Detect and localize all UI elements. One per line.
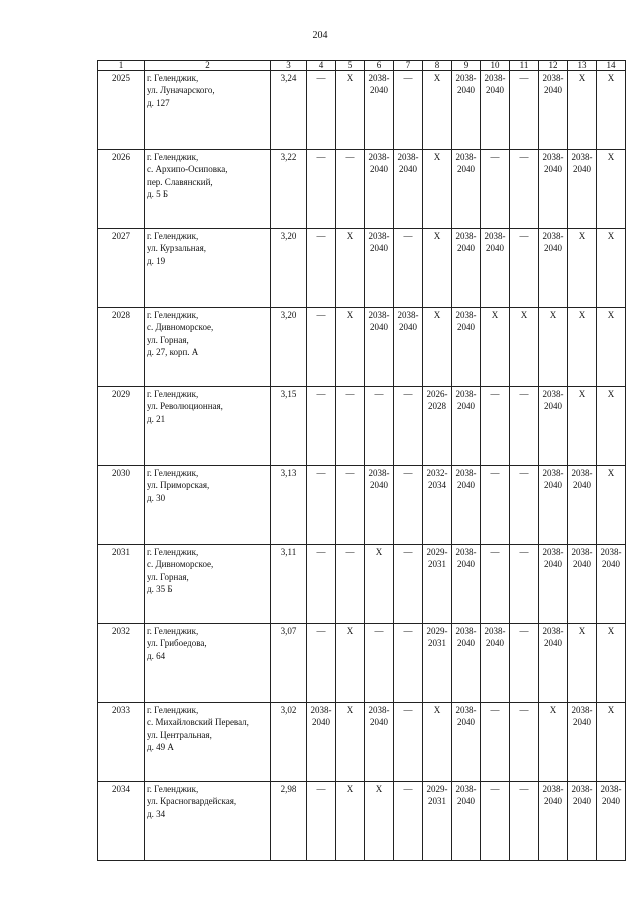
period-cell-col-8: 2029- 2031 — [423, 545, 452, 624]
period-cell-col-4: — — [307, 71, 336, 150]
period-cell-col-4: — — [307, 466, 336, 545]
column-header-4: 4 — [307, 61, 336, 71]
period-cell-col-13: 2038- 2040 — [568, 782, 597, 861]
column-header-1: 1 — [98, 61, 145, 71]
period-cell-col-8: Х — [423, 703, 452, 782]
period-cell-col-10: 2038- 2040 — [481, 71, 510, 150]
period-cell-col-11: Х — [510, 308, 539, 387]
row-number: 2026 — [98, 150, 145, 229]
table-row — [98, 782, 626, 861]
period-cell-col-12: 2038- 2040 — [539, 545, 568, 624]
period-cell-col-7: — — [394, 229, 423, 308]
area-cell: 3,02 — [271, 703, 307, 782]
period-cell-col-9: 2038- 2040 — [452, 229, 481, 308]
area-cell: 2,98 — [271, 782, 307, 861]
column-header-10: 10 — [481, 61, 510, 71]
period-cell-col-12: Х — [539, 308, 568, 387]
header-row — [98, 61, 626, 71]
period-cell-col-4: — — [307, 308, 336, 387]
period-cell-col-8: Х — [423, 229, 452, 308]
period-cell-col-7: — — [394, 466, 423, 545]
period-cell-col-12: 2038- 2040 — [539, 150, 568, 229]
column-header-8: 8 — [423, 61, 452, 71]
period-cell-col-11: — — [510, 229, 539, 308]
period-cell-col-9: 2038- 2040 — [452, 703, 481, 782]
address-cell: г. Геленджик, ул. Приморская, д. 30 — [145, 466, 271, 545]
period-cell-col-5: Х — [336, 624, 365, 703]
table-row — [98, 703, 626, 782]
period-cell-col-7: — — [394, 703, 423, 782]
row-number: 2030 — [98, 466, 145, 545]
column-header-2: 2 — [145, 61, 271, 71]
period-cell-col-13: Х — [568, 71, 597, 150]
period-cell-col-11: — — [510, 703, 539, 782]
period-cell-col-13: 2038- 2040 — [568, 466, 597, 545]
column-header-13: 13 — [568, 61, 597, 71]
period-cell-col-14: 2038- 2040 — [597, 782, 626, 861]
table-row — [98, 624, 626, 703]
address-cell: г. Геленджик, с. Архипо-Осиповка, пер. Славянский, д. 5 Б — [145, 150, 271, 229]
column-header-9: 9 — [452, 61, 481, 71]
period-cell-col-7: — — [394, 624, 423, 703]
period-cell-col-13: 2038- 2040 — [568, 703, 597, 782]
area-cell: 3,20 — [271, 229, 307, 308]
housing-register-table — [97, 60, 626, 861]
period-cell-col-10: — — [481, 387, 510, 466]
row-number: 2034 — [98, 782, 145, 861]
period-cell-col-5: Х — [336, 782, 365, 861]
address-cell: г. Геленджик, с. Дивноморское, ул. Горная, д. 35 Б — [145, 545, 271, 624]
row-number: 2031 — [98, 545, 145, 624]
period-cell-col-9: 2038- 2040 — [452, 545, 481, 624]
period-cell-col-10: — — [481, 545, 510, 624]
column-header-3: 3 — [271, 61, 307, 71]
period-cell-col-14: 2038- 2040 — [597, 545, 626, 624]
period-cell-col-7: 2038- 2040 — [394, 150, 423, 229]
address-cell: г. Геленджик, ул. Грибоедова, д. 64 — [145, 624, 271, 703]
period-cell-col-10: — — [481, 466, 510, 545]
period-cell-col-5: Х — [336, 308, 365, 387]
period-cell-col-11: — — [510, 624, 539, 703]
table-row — [98, 229, 626, 308]
period-cell-col-12: Х — [539, 703, 568, 782]
period-cell-col-11: — — [510, 150, 539, 229]
period-cell-col-5: Х — [336, 703, 365, 782]
area-cell: 3,24 — [271, 71, 307, 150]
period-cell-col-7: — — [394, 782, 423, 861]
period-cell-col-6: 2038- 2040 — [365, 71, 394, 150]
row-number: 2027 — [98, 229, 145, 308]
period-cell-col-5: — — [336, 466, 365, 545]
period-cell-col-10: — — [481, 150, 510, 229]
period-cell-col-11: — — [510, 545, 539, 624]
column-header-5: 5 — [336, 61, 365, 71]
period-cell-col-9: 2038- 2040 — [452, 150, 481, 229]
table-body — [98, 71, 626, 861]
row-number: 2029 — [98, 387, 145, 466]
address-cell: г. Геленджик, ул. Революционная, д. 21 — [145, 387, 271, 466]
period-cell-col-6: — — [365, 624, 394, 703]
period-cell-col-10: — — [481, 703, 510, 782]
area-cell: 3,07 — [271, 624, 307, 703]
period-cell-col-10: — — [481, 782, 510, 861]
period-cell-col-11: — — [510, 466, 539, 545]
address-cell: г. Геленджик, с. Дивноморское, ул. Горная, д. 27, корп. А — [145, 308, 271, 387]
period-cell-col-14: Х — [597, 150, 626, 229]
period-cell-col-10: 2038- 2040 — [481, 229, 510, 308]
period-cell-col-12: 2038- 2040 — [539, 782, 568, 861]
period-cell-col-6: Х — [365, 782, 394, 861]
period-cell-col-4: — — [307, 545, 336, 624]
row-number: 2033 — [98, 703, 145, 782]
period-cell-col-12: 2038- 2040 — [539, 229, 568, 308]
period-cell-col-7: — — [394, 545, 423, 624]
period-cell-col-5: — — [336, 150, 365, 229]
period-cell-col-9: 2038- 2040 — [452, 466, 481, 545]
period-cell-col-5: Х — [336, 71, 365, 150]
period-cell-col-6: Х — [365, 545, 394, 624]
period-cell-col-14: Х — [597, 624, 626, 703]
column-header-6: 6 — [365, 61, 394, 71]
period-cell-col-9: 2038- 2040 — [452, 782, 481, 861]
area-cell: 3,13 — [271, 466, 307, 545]
period-cell-col-9: 2038- 2040 — [452, 387, 481, 466]
address-cell: г. Геленджик, ул. Луначарского, д. 127 — [145, 71, 271, 150]
period-cell-col-13: Х — [568, 387, 597, 466]
period-cell-col-6: 2038- 2040 — [365, 703, 394, 782]
row-number: 2025 — [98, 71, 145, 150]
column-header-14: 14 — [597, 61, 626, 71]
period-cell-col-9: 2038- 2040 — [452, 624, 481, 703]
period-cell-col-4: — — [307, 624, 336, 703]
period-cell-col-9: 2038- 2040 — [452, 71, 481, 150]
period-cell-col-13: 2038- 2040 — [568, 545, 597, 624]
period-cell-col-13: Х — [568, 229, 597, 308]
address-cell: г. Геленджик, ул. Курзальная, д. 19 — [145, 229, 271, 308]
period-cell-col-11: — — [510, 71, 539, 150]
period-cell-col-8: Х — [423, 308, 452, 387]
period-cell-col-14: Х — [597, 387, 626, 466]
area-cell: 3,22 — [271, 150, 307, 229]
period-cell-col-4: — — [307, 229, 336, 308]
period-cell-col-13: Х — [568, 624, 597, 703]
period-cell-col-8: 2032- 2034 — [423, 466, 452, 545]
area-cell: 3,20 — [271, 308, 307, 387]
area-cell: 3,11 — [271, 545, 307, 624]
period-cell-col-6: 2038- 2040 — [365, 308, 394, 387]
area-cell: 3,15 — [271, 387, 307, 466]
table-header — [98, 61, 626, 71]
period-cell-col-8: Х — [423, 150, 452, 229]
period-cell-col-8: Х — [423, 71, 452, 150]
period-cell-col-12: 2038- 2040 — [539, 624, 568, 703]
period-cell-col-10: Х — [481, 308, 510, 387]
period-cell-col-10: 2038- 2040 — [481, 624, 510, 703]
period-cell-col-5: — — [336, 387, 365, 466]
period-cell-col-4: — — [307, 782, 336, 861]
period-cell-col-14: Х — [597, 71, 626, 150]
period-cell-col-12: 2038- 2040 — [539, 71, 568, 150]
period-cell-col-14: Х — [597, 466, 626, 545]
period-cell-col-6: 2038- 2040 — [365, 466, 394, 545]
period-cell-col-13: Х — [568, 308, 597, 387]
period-cell-col-14: Х — [597, 703, 626, 782]
period-cell-col-11: — — [510, 782, 539, 861]
address-cell: г. Геленджик, ул. Красногвардейская, д. 34 — [145, 782, 271, 861]
period-cell-col-6: 2038- 2040 — [365, 150, 394, 229]
period-cell-col-13: 2038- 2040 — [568, 150, 597, 229]
period-cell-col-7: — — [394, 387, 423, 466]
period-cell-col-5: Х — [336, 229, 365, 308]
period-cell-col-12: 2038- 2040 — [539, 387, 568, 466]
period-cell-col-12: 2038- 2040 — [539, 466, 568, 545]
period-cell-col-8: 2026- 2028 — [423, 387, 452, 466]
row-number: 2032 — [98, 624, 145, 703]
period-cell-col-11: — — [510, 387, 539, 466]
page-number: 204 — [312, 30, 328, 41]
period-cell-col-6: 2038- 2040 — [365, 229, 394, 308]
column-header-11: 11 — [510, 61, 539, 71]
period-cell-col-14: Х — [597, 229, 626, 308]
period-cell-col-6: — — [365, 387, 394, 466]
period-cell-col-8: 2029- 2031 — [423, 624, 452, 703]
period-cell-col-4: — — [307, 387, 336, 466]
address-cell: г. Геленджик, с. Михайловский Перевал, ул. Центральная, д. 49 А — [145, 703, 271, 782]
table-row — [98, 545, 626, 624]
table-row — [98, 466, 626, 545]
period-cell-col-5: — — [336, 545, 365, 624]
period-cell-col-7: — — [394, 71, 423, 150]
period-cell-col-4: — — [307, 150, 336, 229]
period-cell-col-7: 2038- 2040 — [394, 308, 423, 387]
period-cell-col-9: 2038- 2040 — [452, 308, 481, 387]
period-cell-col-4: 2038- 2040 — [307, 703, 336, 782]
table-row — [98, 71, 626, 150]
table-row — [98, 387, 626, 466]
column-header-7: 7 — [394, 61, 423, 71]
period-cell-col-14: Х — [597, 308, 626, 387]
period-cell-col-8: 2029- 2031 — [423, 782, 452, 861]
table-row — [98, 308, 626, 387]
table-row — [98, 150, 626, 229]
column-header-12: 12 — [539, 61, 568, 71]
row-number: 2028 — [98, 308, 145, 387]
